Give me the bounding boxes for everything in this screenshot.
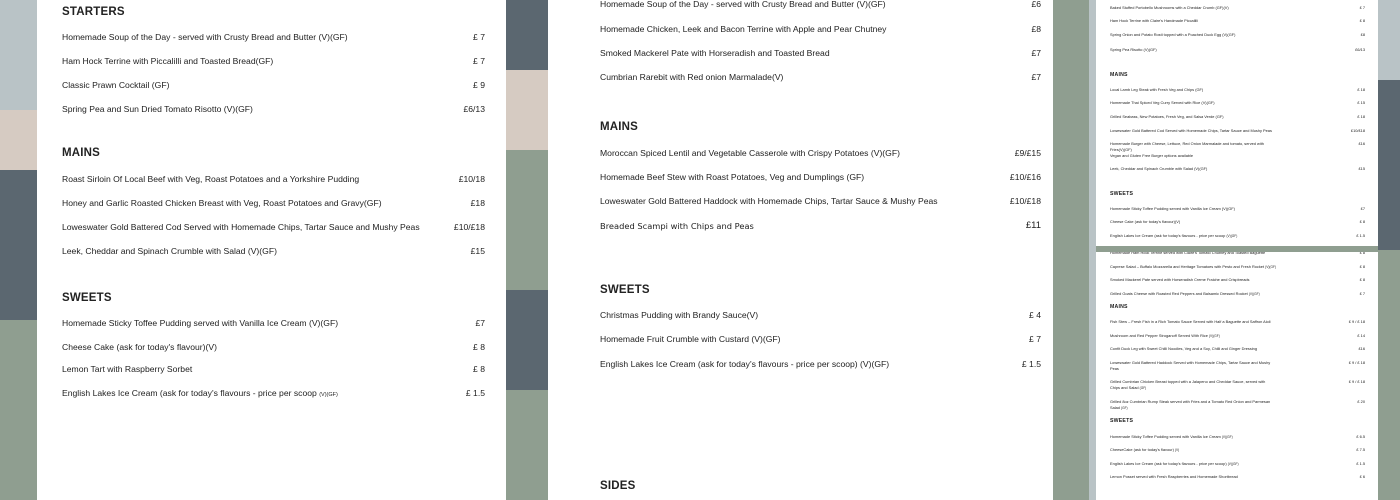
menu-item: Homemade Ham Hock Terrine served with Claire's Tomato Chutney and Toasted Baguette xyxy=(1110,252,1266,255)
section-title-sweets: SWEETS xyxy=(1110,418,1134,424)
menu-item: Caprese Salad – Buffalo Mozzarella and Heritage Tomatoes with Pesto and Fresh Rocket (V)(GF) xyxy=(1110,264,1276,269)
menu-price: £ 7 xyxy=(1359,291,1365,296)
menu-item: Spring Pea Risotto (V)(GF) xyxy=(1110,47,1157,52)
menu-price: £10/£18 xyxy=(453,222,485,232)
backdrop-left xyxy=(0,0,37,500)
menu-price: £18 xyxy=(470,198,485,208)
menu-item: Homemade Fruit Crumble with Custard (V)(GF) xyxy=(600,334,781,344)
menu-item: Homemade Sticky Toffee Pudding served with Vanilla Ice Cream (V)(GF) xyxy=(1110,206,1235,211)
menu-item: Grilled Goats Cheese with Roasted Red Peppers and Balsamic Dressed Rocket (V)(GF) xyxy=(1110,291,1260,296)
menu-price: £ 7.5 xyxy=(1356,447,1365,452)
menu-price: £7 xyxy=(475,318,485,328)
menu-item: Baked Stuffed Portobello Mushrooms with a Cheddar Crumb (GF)(V) xyxy=(1110,5,1229,10)
backdrop-gap xyxy=(1089,0,1096,500)
menu-price: £ 8 xyxy=(1359,252,1365,255)
menu-item: Homemade Sticky Toffee Pudding served with Vanilla Ice Cream (V)(GF) xyxy=(1110,434,1233,439)
menu-item-continued: Salad (GF) xyxy=(1110,405,1128,410)
menu-price: £ 18 xyxy=(1357,114,1365,119)
menu-item-continued: Chips and Salad (GF) xyxy=(1110,385,1147,390)
menu-sheet-4 xyxy=(1096,252,1378,500)
menu-item: English Lakes Ice Cream (ask for today's flavours - price per scoop) (V)(GF) xyxy=(600,359,890,369)
menu-price: £ 1.5 xyxy=(1356,461,1365,466)
menu-price: £10/18 xyxy=(458,174,485,184)
menu-price: £ 8 xyxy=(473,364,485,374)
section-title-mains: MAINS xyxy=(1110,304,1128,310)
menu-price: £10/£18 xyxy=(1009,196,1041,206)
menu-item-continued: Peas xyxy=(1110,366,1119,371)
menu-price: £ 4 xyxy=(1029,310,1041,320)
menu-price: £6/13 xyxy=(463,104,485,114)
menu-price: £ 7 xyxy=(1029,334,1041,344)
section-title-sweets: SWEETS xyxy=(62,292,112,304)
menu-price: £16 xyxy=(1358,346,1365,351)
menu-item: Homemade Burger with Cheese, Lettuce, Red Onion Marmalade and tomato, served with xyxy=(1110,141,1264,146)
menu-price: £ 7 xyxy=(473,56,485,66)
menu-item: Smoked Mackerel Pate with Horseradish and Toasted Bread xyxy=(600,48,830,58)
menu-price: £15 xyxy=(1358,166,1365,171)
menu-sheet-2 xyxy=(548,0,1053,500)
menu-price: £ 9 / £ 18 xyxy=(1348,319,1365,324)
section-title-starters: STARTERS xyxy=(62,6,125,18)
menu-item: Lemon Posset served with Fresh Raspberries and Homemade Shortbread xyxy=(1110,474,1238,479)
menu-item: Cheese Cake (ask for today's flavour)(V) xyxy=(1110,219,1181,224)
menu-item: Mushroom and Red Pepper Stroganoff Served With Rice (V)(GF) xyxy=(1110,333,1220,338)
menu-item: Leek, Cheddar and Spinach Crumble with Salad (V)(GF) xyxy=(1110,166,1208,171)
section-title-sweets: SWEETS xyxy=(600,284,650,296)
menu-price: £ 7 xyxy=(473,32,485,42)
menu-item: CheeseCake (ask for today's flavour) (V) xyxy=(1110,447,1180,452)
menu-price: £ 9 xyxy=(473,80,485,90)
menu-item: Homemade Soup of the Day - served with Crusty Bread and Butter (V)(GF) xyxy=(600,0,886,9)
menu-item: Confit Duck Leg with Sweet Chilli Noodles, Veg and a Soy, Chilli and Ginger Dressing xyxy=(1110,346,1257,351)
menu-price: £16 xyxy=(1358,141,1365,146)
menu-price: £ 1.5 xyxy=(1021,359,1041,369)
menu-price: £15 xyxy=(470,246,485,256)
menu-price: £ 6.5 xyxy=(1356,434,1365,439)
menu-price: £ 18 xyxy=(1357,87,1365,92)
menu-item: Spring Pea and Sun Dried Tomato Risotto (V)(GF) xyxy=(62,104,253,114)
menu-item: Ham Hock Terrine with Piccalilli and Toasted Bread(GF) xyxy=(62,56,274,66)
menu-item: Homemade Beef Stew with Roast Potatoes, Veg and Dumplings (GF) xyxy=(600,172,865,182)
menu-item: Roast Sirloin Of Local Beef with Veg, Roast Potatoes and a Yorkshire Pudding xyxy=(62,174,360,184)
menu-item-continued: Fries(V)(GF) xyxy=(1110,147,1132,152)
section-title-mains: MAINS xyxy=(1110,72,1128,78)
menu-price: £7 xyxy=(1360,206,1365,211)
menu-item: English Lakes Ice Cream (ask for today's flavours - price per scoop (V)(GF) xyxy=(1110,233,1238,238)
backdrop-middle xyxy=(506,0,548,500)
menu-price: £ 8 xyxy=(473,342,485,352)
menu-price: £7 xyxy=(1031,72,1041,82)
menu-price: £10/£16 xyxy=(1009,172,1041,182)
backdrop-right xyxy=(1378,0,1400,500)
menu-price: £8 xyxy=(1031,24,1041,34)
menu-price: £8 xyxy=(1360,32,1365,37)
menu-sheet-1 xyxy=(37,0,506,500)
menu-price: £10/£18 xyxy=(1350,128,1365,133)
menu-item: Breaded Scampi with Chips and Peas xyxy=(600,221,754,231)
section-title-mains: MAINS xyxy=(62,147,101,159)
menu-item: Homemade Soup of the Day - served with Crusty Bread and Butter (V)(GF) xyxy=(62,32,348,42)
menu-item: Leek, Cheddar and Spinach Crumble with Salad (V)(GF) xyxy=(62,246,277,256)
menu-item: English Lakes Ice Cream (ask for today's flavours - price per scoop (V)(GF) xyxy=(62,388,338,398)
menu-item: Smoked Mackerel Pate served with Horseradish Creme Fraiche and Crispbreads xyxy=(1110,277,1250,282)
menu-price: £6/13 xyxy=(1355,47,1365,52)
menu-item: Lemon Tart with Raspberry Sorbet xyxy=(62,364,193,374)
menu-sheet-3 xyxy=(1096,0,1378,246)
menu-item: Loweswater Gold Battered Haddock with Homemade Chips, Tartar Sauce & Mushy Peas xyxy=(600,196,938,206)
menu-price: £ 8 xyxy=(1359,18,1365,23)
menu-price: £ 14 xyxy=(1357,333,1365,338)
menu-item: Homemade Sticky Toffee Pudding served with Vanilla Ice Cream (V)(GF) xyxy=(62,318,339,328)
menu-price: £6 xyxy=(1031,0,1041,9)
menu-price: £ 9 / £ 18 xyxy=(1348,360,1365,365)
menu-item: Cumbrian Rarebit with Red onion Marmalade(V) xyxy=(600,72,784,82)
menu-price: £ 8 xyxy=(1359,219,1365,224)
menu-price: £ 15 xyxy=(1357,100,1365,105)
menu-item: Homemade Chicken, Leek and Bacon Terrine with Apple and Pear Chutney xyxy=(600,24,887,34)
section-title-mains: MAINS xyxy=(600,121,639,133)
menu-item: Loweswater Gold Battered Haddock Served with Homemade Chips, Tartar Sauce and Mushy xyxy=(1110,360,1271,365)
menu-price: £ 8 xyxy=(1359,264,1365,269)
menu-item: English Lakes Ice Cream (ask for today's flavours - price per scoop) (V)(GF) xyxy=(1110,461,1239,466)
menu-item: Honey and Garlic Roasted Chicken Breast with Veg, Roast Potatoes and Gravy(GF) xyxy=(62,198,382,208)
menu-item: Grilled 8oz Cumbrian Rump Steak served with Fries and a Tomato Red Onion and Parmesan xyxy=(1110,399,1271,404)
menu-price: £ 8 xyxy=(1359,277,1365,282)
menu-item: Local Lamb Leg Steak with Fresh Veg and Chips (GF) xyxy=(1110,87,1204,92)
menu-item: Moroccan Spiced Lentil and Vegetable Casserole with Crispy Potatoes (V)(GF) xyxy=(600,148,900,158)
menu-item: Ham Hock Terrine with Claire's Handmade Piccalilli xyxy=(1110,18,1199,23)
menu-item: Spring Onion and Potato Rosti topped with a Poached Duck Egg (V)(GF) xyxy=(1110,32,1236,37)
menu-price: £11 xyxy=(1025,220,1041,231)
menu-price: £ 7 xyxy=(1359,5,1365,10)
menu-item: Loweswater Gold Battered Cod Served with Homemade Chips, Tartar Sauce and Mushy Peas xyxy=(1110,128,1272,133)
menu-item: Cheese Cake (ask for today's flavour)(V) xyxy=(62,342,217,352)
menu-price: £ 1.5 xyxy=(1356,233,1365,238)
menu-item: Loweswater Gold Battered Cod Served with Homemade Chips, Tartar Sauce and Mushy Peas xyxy=(62,222,420,232)
section-title-sides: SIDES xyxy=(600,480,636,492)
menu-price: £ 1.5 xyxy=(465,388,485,398)
section-title-sweets: SWEETS xyxy=(1110,191,1134,197)
menu-price: £9/£15 xyxy=(1014,148,1041,158)
menu-item: Grilled Cumbrian Chicken Breast topped with a Jalapeno and Cheddar Sauce, served with xyxy=(1110,379,1266,384)
menu-item: Classic Prawn Cocktail (GF) xyxy=(62,80,170,90)
menu-item: Homemade Thai Spiced Veg Curry Served with Rice (V)(GF) xyxy=(1110,100,1215,105)
menu-price: £ 20 xyxy=(1357,399,1365,404)
menu-price: £ 9 / £ 18 xyxy=(1348,379,1365,384)
menu-price: £ 6 xyxy=(1359,474,1365,479)
menu-item: Christmas Pudding with Brandy Sauce(V) xyxy=(600,310,759,320)
menu-note: Vegan and Gluten Free Burger options available xyxy=(1110,153,1194,158)
menu-item: Grilled Seabass, New Potatoes, Fresh Veg, and Salsa Verde (GF) xyxy=(1110,114,1224,119)
menu-price: £7 xyxy=(1031,48,1041,58)
menu-item: Fish Stew – Fresh Fish in a Rich Tomato Sauce Served with Half a Baguette and Saffron Aioli xyxy=(1110,319,1271,324)
